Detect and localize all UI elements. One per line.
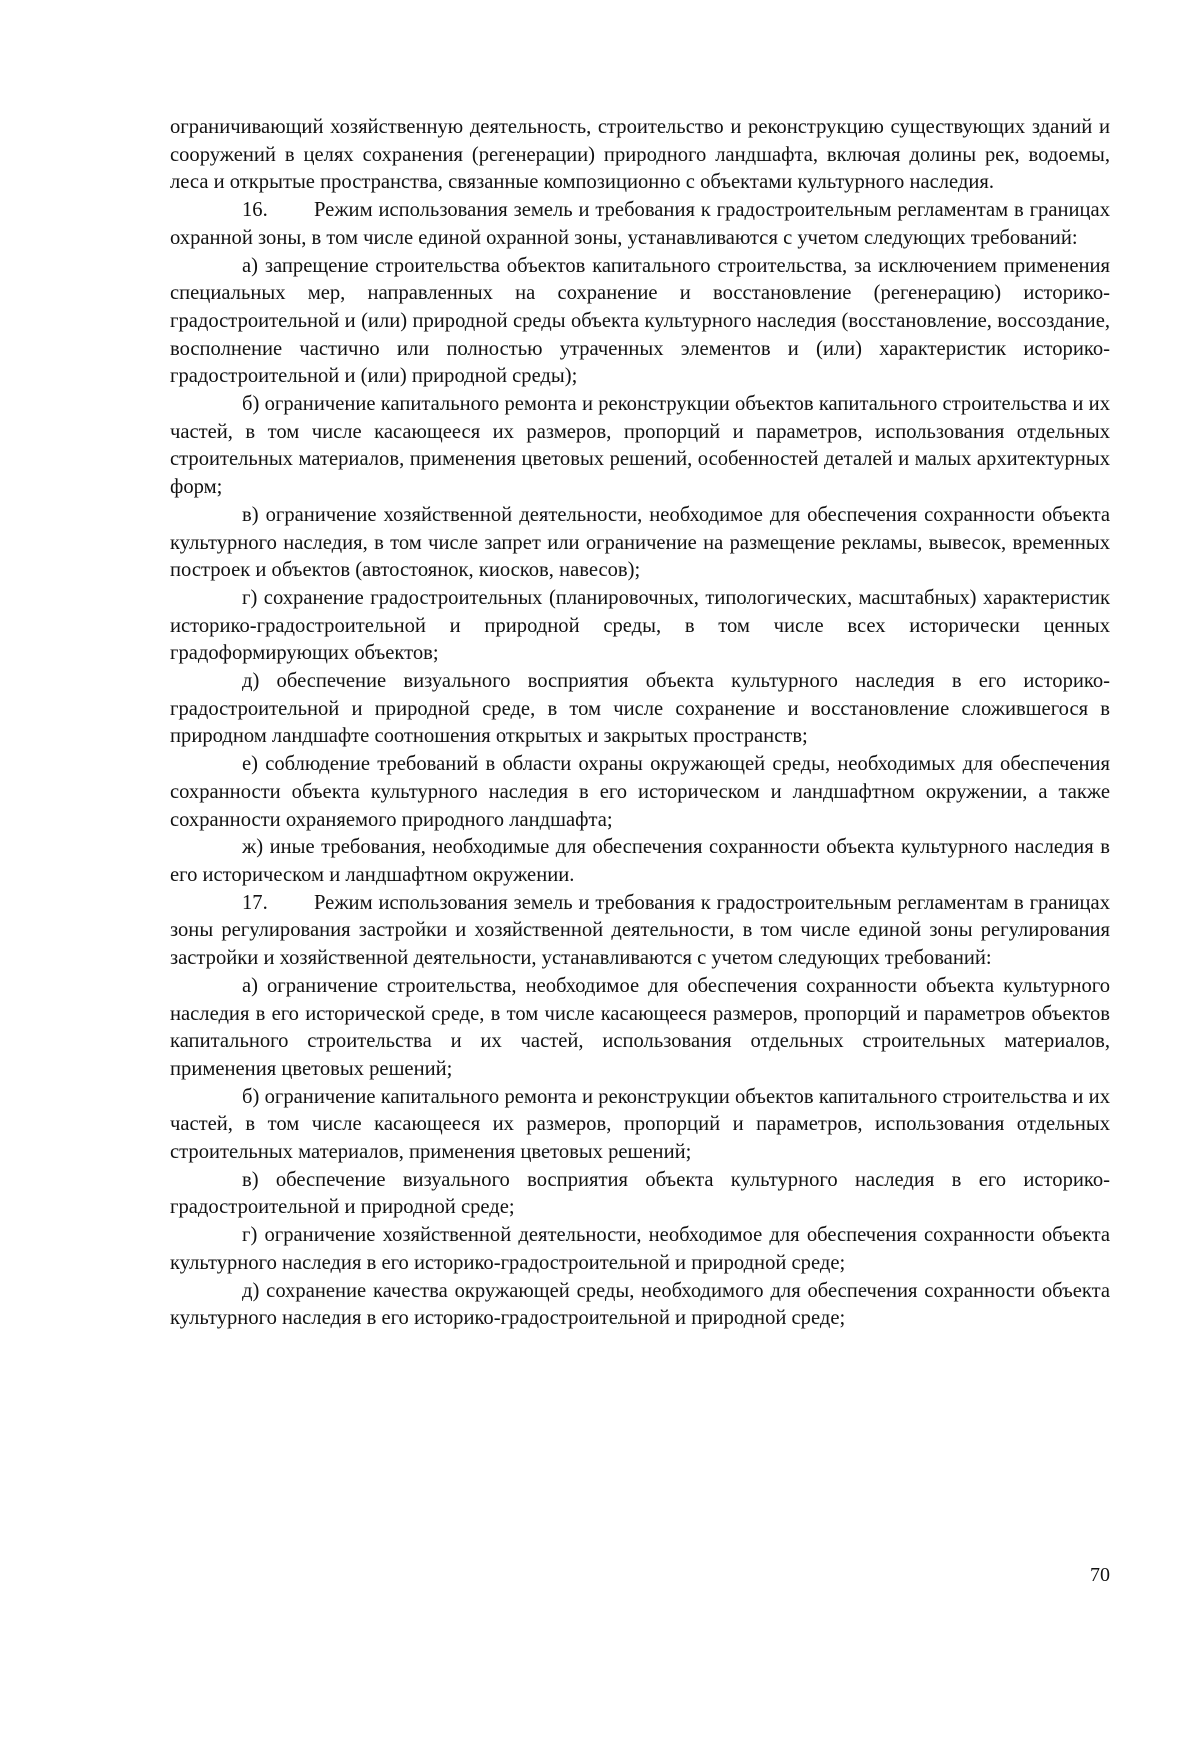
paragraph-text: в) обеспечение визуального восприятия объекта культурного наследия в его историко-градостроительной и природной среде; <box>170 1168 1110 1219</box>
subitem-16-zh <box>170 834 1110 889</box>
subitem-16-d <box>170 668 1110 751</box>
item-number: 16. <box>242 199 268 222</box>
paragraph-text: в) ограничение хозяйственной деятельности, необходимое для обеспечения сохранности объекта культурного наследия, в том числе запрет или ограничение на размещение рекламы, вывесок, временных построек и объектов (автостоянок, киосков, навесов); <box>170 503 1110 582</box>
subitem-17-v <box>170 1167 1110 1222</box>
document-body <box>170 114 1110 1333</box>
item-number: 17. <box>242 891 268 914</box>
paragraph-text: е) соблюдение требований в области охраны окружающей среды, необходимых для обеспечения сохранности объекта культурного наследия в его историческом и ландшафтном окружении, а также сохранности охраняемого природного ландшафта; <box>170 753 1110 831</box>
paragraph-item-17 <box>170 890 1110 973</box>
paragraph-text: д) обеспечение визуального восприятия объекта культурного наследия в его историко-градостроительной и природной среде, в том числе сохранение и восстановление сложившегося в природном ландшафте соотношения открытых и закрытых пространств; <box>170 670 1110 748</box>
subitem-16-a <box>170 253 1110 392</box>
paragraph-text: а) ограничение строительства, необходимое для обеспечения сохранности объекта культурного наследия в его исторической среде, в том числе касающееся размеров, пропорций и параметров объектов капитального строительства и их частей, использования отдельных строительных материалов, применения цветовых решений; <box>170 974 1110 1080</box>
paragraph-text: а) запрещение строительства объектов капитального строительства, за исключением применения специальных мер, направленных на сохранение и восстановление (регенерацию) историко-градостроительной и (или) природной среды объекта культурного наследия (восстановление, воссоздание, восполнение частично или полностью утраченных элементов и (или) характеристик историко-градостроительной и (или) природной среды); <box>170 254 1110 388</box>
paragraph-text: д) сохранение качества окружающей среды, необходимого для обеспечения сохранности объекта культурного наследия в его историко-градостроительной и природной среде; <box>170 1279 1110 1330</box>
paragraph-text: ограничивающий хозяйственную деятельность, строительство и реконструкцию существующих зданий и сооружений в целях сохранения (регенерации) природного ландшафта, включая долины рек, водоемы, леса и открытые пространства, связанные композиционно с объектами культурного наследия. <box>170 116 1110 194</box>
subitem-16-b <box>170 391 1110 502</box>
paragraph-text: ж) иные требования, необходимые для обеспечения сохранности объекта культурного наследия в его историческом и ландшафтном окружении. <box>170 836 1110 886</box>
paragraph-text: г) ограничение хозяйственной деятельности, необходимое для обеспечения сохранности объекта культурного наследия в его историко-градостроительной и природной среде; <box>170 1224 1110 1274</box>
subitem-16-e <box>170 751 1110 834</box>
paragraph-text: г) сохранение градостроительных (планировочных, типологических, масштабных) характеристик историко-градостроительной и природной среды, в том числе всех исторически ценных градоформирующих объектов; <box>170 586 1110 665</box>
paragraph-text: Режим использования земель и требования к градостроительным регламентам в границах охранной зоны, в том числе единой охранной зоны, устанавливаются с учетом следующих требований: <box>170 199 1110 249</box>
paragraph-text: Режим использования земель и требования к градостроительным регламентам в границах зоны регулирования застройки и хозяйственной деятельности, в том числе единой зоны регулирования застройки и хозяйственной деятельности, устанавливаются с учетом следующих требований: <box>170 891 1110 970</box>
paragraph-text: б) ограничение капитального ремонта и реконструкции объектов капитального строительства и их частей, в том числе касающееся их размеров, пропорций и параметров, использования отдельных строительных материалов, применения цветовых решений, особенностей деталей и малых архитектурных форм; <box>170 393 1110 499</box>
subitem-17-g <box>170 1222 1110 1277</box>
subitem-16-g <box>170 585 1110 668</box>
subitem-16-v <box>170 502 1110 585</box>
subitem-17-a <box>170 973 1110 1084</box>
paragraph-item-16 <box>170 197 1110 252</box>
paragraph-text: б) ограничение капитального ремонта и реконструкции объектов капитального строительства и их частей, в том числе касающееся их размеров, пропорций и параметров, использования отдельных строительных материалов, применения цветовых решений; <box>170 1085 1110 1164</box>
paragraph-continuation <box>170 114 1110 197</box>
page-number: 70 <box>1090 1564 1110 1586</box>
subitem-17-d <box>170 1278 1110 1333</box>
subitem-17-b <box>170 1084 1110 1167</box>
